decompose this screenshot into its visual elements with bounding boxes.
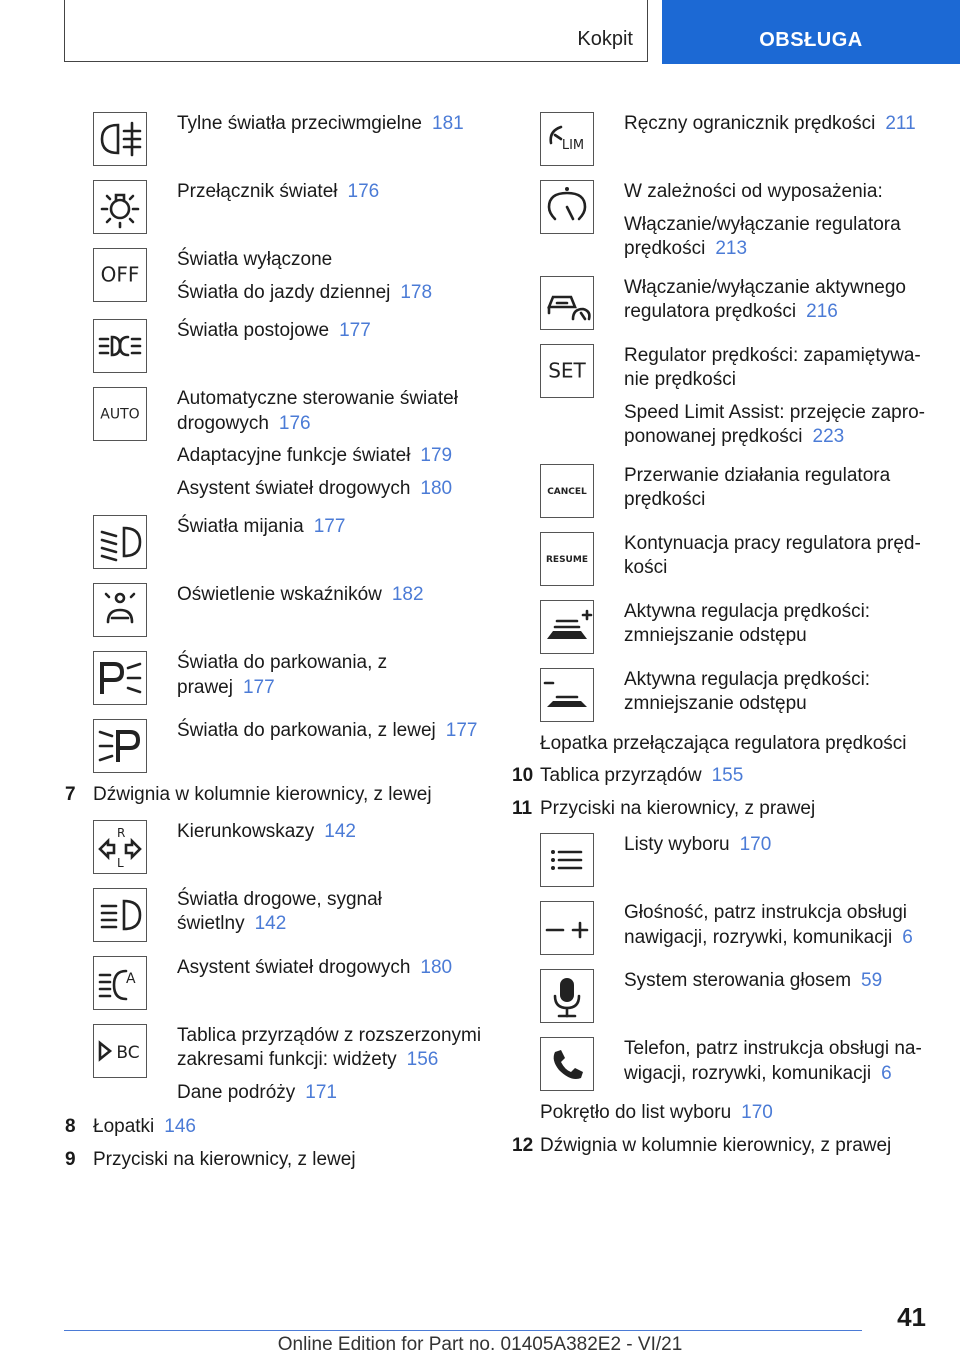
high-beam-icon-svg bbox=[94, 889, 146, 941]
numbered-item: 8 Łopatki 146 bbox=[65, 1115, 485, 1140]
page-header bbox=[64, 0, 960, 64]
cancel-icon-svg bbox=[541, 465, 593, 517]
entry-text: Światła do parkowania, z prawej 177 bbox=[177, 652, 388, 698]
page-number: 41 bbox=[897, 1302, 926, 1332]
icon-entry bbox=[65, 816, 485, 874]
resume-icon-svg bbox=[541, 533, 593, 585]
phone-icon-svg bbox=[541, 1038, 593, 1090]
page-ref-link[interactable]: 6 bbox=[902, 926, 913, 948]
icon-entry bbox=[65, 176, 485, 234]
item-number: 10 bbox=[512, 765, 534, 786]
entry-text: Regulator prędkości: zapamiętywa-nie prędkości bbox=[624, 344, 921, 390]
resume-icon bbox=[540, 532, 594, 586]
entry-text: Automatyczne sterowanie świateł drogowych 176 bbox=[177, 388, 458, 434]
off-icon-svg bbox=[94, 249, 146, 301]
page-ref-link[interactable]: 182 bbox=[391, 584, 424, 605]
entry-text: System sterowania głosem 59 bbox=[624, 970, 883, 991]
parking-left-icon-svg bbox=[94, 720, 146, 772]
icon-entry bbox=[65, 383, 485, 501]
low-beam-icon bbox=[93, 515, 147, 569]
note-text: Łopatka przełączająca regulatora prędkości bbox=[540, 732, 907, 754]
entry-text: Asystent świateł drogowych 180 bbox=[177, 477, 453, 499]
icon-entry bbox=[65, 244, 485, 305]
icon-entry bbox=[512, 897, 932, 955]
entry-text: Włączanie/wyłączanie aktywnego regulatora prędkości 216 bbox=[624, 276, 906, 322]
high-beam-icon bbox=[93, 888, 147, 942]
parking-light-icon-svg bbox=[94, 320, 146, 372]
high-beam-assist-icon-svg bbox=[94, 957, 146, 1009]
turn-signal-icon-svg bbox=[94, 821, 146, 873]
svg-text:BC: BC bbox=[116, 1042, 140, 1063]
entry-text: Listy wyboru 170 bbox=[624, 834, 772, 855]
svg-text:R: R bbox=[117, 825, 126, 840]
left-column bbox=[65, 108, 485, 1180]
speed-limiter-icon bbox=[540, 112, 594, 166]
auto-light-icon bbox=[93, 387, 147, 441]
page-ref-link[interactable]: 177 bbox=[313, 516, 346, 537]
icon-entry bbox=[65, 1020, 485, 1106]
entry-text: Kontynuacja pracy regulatora pręd-kości bbox=[624, 532, 921, 578]
icon-entry bbox=[512, 340, 932, 450]
page-ref-link[interactable]: 177 bbox=[445, 720, 478, 741]
item-number: 11 bbox=[512, 797, 533, 819]
entry-text: Asystent świateł drogowych 180 bbox=[177, 956, 453, 978]
volume-icon-svg bbox=[541, 902, 593, 954]
page-ref-link[interactable]: 211 bbox=[885, 113, 916, 134]
page-ref-link[interactable]: 181 bbox=[432, 113, 464, 134]
icon-entry bbox=[512, 965, 932, 1023]
entry-text: Adaptacyjne funkcje świateł 179 bbox=[177, 445, 453, 466]
icon-entry bbox=[65, 715, 485, 773]
entry-text: Tylne światła przeciwmgielne 181 bbox=[177, 113, 464, 134]
footer-divider bbox=[64, 1330, 862, 1331]
item-number: 8 bbox=[65, 1116, 76, 1137]
rear-fog-light-icon bbox=[93, 112, 147, 166]
high-beam-assist-icon bbox=[93, 956, 147, 1010]
cancel-icon bbox=[540, 464, 594, 518]
page-ref-link[interactable]: 146 bbox=[164, 1116, 196, 1137]
volume-icon bbox=[540, 901, 594, 955]
page-ref-link[interactable]: 176 bbox=[278, 412, 311, 434]
chapter-title: OBSŁUGA bbox=[759, 29, 863, 51]
numbered-item: 12 Dźwignia w kolumnie kierownicy, z prawej bbox=[512, 1134, 932, 1159]
page-ref-link[interactable]: 142 bbox=[324, 820, 356, 842]
page-ref-link[interactable]: 180 bbox=[420, 477, 453, 499]
svg-text:OFF: OFF bbox=[100, 262, 140, 287]
speed-limiter-icon-svg bbox=[541, 113, 593, 165]
numbered-item: 9 Przyciski na kierownicy, z lewej bbox=[65, 1148, 485, 1173]
entry-text: W zależności od wyposażenia: bbox=[624, 181, 883, 202]
page-ref-link[interactable]: 216 bbox=[806, 301, 838, 322]
entry-text: Światła do jazdy dziennej 178 bbox=[177, 281, 433, 303]
page-ref-link[interactable]: 170 bbox=[739, 834, 772, 855]
microphone-icon bbox=[540, 969, 594, 1023]
icon-entry bbox=[65, 647, 485, 705]
entry-text: Tablica przyrządów z rozszerzonymi zakresami funkcji: widżety 156 bbox=[177, 1024, 482, 1070]
entry-text: Głośność, patrz instrukcja obsługi nawigacji, rozrywki, komunikacji 6 bbox=[624, 902, 913, 948]
icon-entry bbox=[512, 272, 932, 330]
right-column bbox=[512, 108, 932, 1166]
distance-minus-icon-svg bbox=[541, 669, 593, 721]
item-number: 12 bbox=[512, 1134, 534, 1156]
icon-entry bbox=[65, 884, 485, 942]
item-number: 7 bbox=[65, 784, 76, 805]
page-ref-link[interactable]: 142 bbox=[254, 913, 287, 934]
icon-entry bbox=[512, 1033, 932, 1091]
page-ref-link[interactable]: 170 bbox=[741, 1102, 773, 1123]
entry-text: Dane podróży 171 bbox=[177, 1081, 337, 1103]
icon-entry bbox=[512, 528, 932, 586]
instrument-lighting-icon-svg bbox=[94, 584, 146, 636]
icon-entry bbox=[512, 108, 932, 166]
icon-entry bbox=[512, 829, 932, 887]
svg-text:AUTO: AUTO bbox=[100, 406, 140, 423]
distance-plus-icon bbox=[540, 600, 594, 654]
svg-text:A: A bbox=[126, 970, 136, 987]
bc-icon bbox=[93, 1024, 147, 1078]
instrument-lighting-icon bbox=[93, 583, 147, 637]
icon-entry bbox=[512, 460, 932, 518]
set-icon-svg bbox=[541, 345, 593, 397]
page-ref-link[interactable]: 59 bbox=[861, 970, 883, 991]
off-icon bbox=[93, 248, 147, 302]
entry-text: Przełącznik świateł 176 bbox=[177, 181, 380, 202]
page-ref-link[interactable]: 176 bbox=[347, 181, 380, 202]
item-number: 9 bbox=[65, 1148, 76, 1170]
cruise-control-icon-svg bbox=[541, 181, 593, 233]
parking-left-icon bbox=[93, 719, 147, 773]
page-ref-link[interactable]: 171 bbox=[305, 1081, 337, 1103]
microphone-icon-svg bbox=[541, 970, 593, 1022]
svg-text:SET: SET bbox=[548, 358, 586, 383]
page-ref-link[interactable]: 178 bbox=[400, 281, 433, 303]
entry-text: Światła do parkowania, z lewej 177 bbox=[177, 720, 478, 741]
entry-text: Speed Limit Assist: przejęcie zapro-ponowanej prędkości 223 bbox=[624, 401, 925, 447]
page-ref-link[interactable]: 6 bbox=[881, 1062, 892, 1084]
svg-text:L: L bbox=[117, 855, 124, 870]
icon-entry bbox=[512, 176, 932, 262]
cruise-control-icon bbox=[540, 180, 594, 234]
auto-light-icon-svg bbox=[94, 388, 146, 440]
entry-text: Ręczny ogranicznik prędkości 211 bbox=[624, 113, 916, 134]
entry-text: Telefon, patrz instrukcja obsługi na-wigacji, rozrywki, komunikacji 6 bbox=[624, 1038, 922, 1084]
icon-entry bbox=[65, 511, 485, 569]
entry-text: Światła mijania 177 bbox=[177, 516, 346, 537]
entry-text: Aktywna regulacja prędkości: zmniejszanie odstępu bbox=[624, 600, 871, 646]
chapter-tab bbox=[662, 0, 960, 64]
page-ref-link[interactable]: 177 bbox=[242, 676, 275, 698]
icon-entry bbox=[65, 315, 485, 373]
note-text: Pokrętło do list wyboru 170 bbox=[540, 1102, 773, 1123]
page-ref-link[interactable]: 156 bbox=[406, 1049, 439, 1070]
entry-text: Włączanie/wyłączanie regulatora prędkości 213 bbox=[624, 213, 901, 259]
svg-text:LIM: LIM bbox=[561, 138, 585, 153]
entry-text: Światła drogowe, sygnał świetlny 142 bbox=[177, 888, 382, 934]
rear-fog-light-icon-svg bbox=[94, 113, 146, 165]
phone-icon bbox=[540, 1037, 594, 1091]
numbered-item: 11 Przyciski na kierownicy, z prawej bbox=[512, 797, 932, 822]
numbered-item: 7 Dźwignia w kolumnie kierownicy, z lewej bbox=[65, 783, 485, 808]
entry-text: Kierunkowskazy 142 bbox=[177, 820, 356, 842]
section-tab bbox=[64, 0, 648, 62]
parking-light-icon bbox=[93, 319, 147, 373]
svg-text:CANCEL: CANCEL bbox=[547, 486, 587, 497]
entry-text: Oświetlenie wskaźników 182 bbox=[177, 584, 424, 605]
page-ref-link[interactable]: 179 bbox=[420, 445, 453, 466]
page-ref-link[interactable]: 213 bbox=[715, 238, 748, 259]
numbered-item: 10 Tablica przyrządów 155 bbox=[512, 764, 932, 789]
parking-right-icon bbox=[93, 651, 147, 705]
page-ref-link[interactable]: 180 bbox=[420, 956, 453, 978]
icon-entry bbox=[65, 952, 485, 1010]
section-title: Kokpit bbox=[577, 28, 633, 50]
light-switch-icon-svg bbox=[94, 181, 146, 233]
active-cruise-icon bbox=[540, 276, 594, 330]
icon-entry bbox=[65, 579, 485, 637]
svg-text:RESUME: RESUME bbox=[546, 554, 588, 565]
distance-minus-icon bbox=[540, 668, 594, 722]
set-icon bbox=[540, 344, 594, 398]
icon-entry bbox=[512, 596, 932, 654]
entry-text: Przerwanie działania regulatora prędkości bbox=[624, 464, 891, 510]
entry-text: Światła wyłączone bbox=[177, 249, 333, 270]
active-cruise-icon-svg bbox=[541, 277, 593, 329]
list-icon-svg bbox=[541, 834, 593, 886]
low-beam-icon-svg bbox=[94, 516, 146, 568]
edition-note: Online Edition for Part no. 01405A382E2 - VI/21 bbox=[277, 1334, 683, 1355]
icon-entry bbox=[65, 108, 485, 166]
turn-signal-icon bbox=[93, 820, 147, 874]
page-ref-link[interactable]: 177 bbox=[339, 320, 371, 341]
bc-icon-svg bbox=[94, 1025, 146, 1077]
entry-text: Aktywna regulacja prędkości: zmniejszanie odstępu bbox=[624, 668, 871, 714]
page-ref-link[interactable]: 155 bbox=[711, 765, 744, 786]
light-switch-icon bbox=[93, 180, 147, 234]
icon-entry bbox=[512, 664, 932, 722]
distance-plus-icon-svg bbox=[541, 601, 593, 653]
page-ref-link[interactable]: 223 bbox=[812, 426, 845, 447]
list-icon bbox=[540, 833, 594, 887]
entry-text: Światła postojowe 177 bbox=[177, 320, 371, 341]
parking-right-icon-svg bbox=[94, 652, 146, 704]
